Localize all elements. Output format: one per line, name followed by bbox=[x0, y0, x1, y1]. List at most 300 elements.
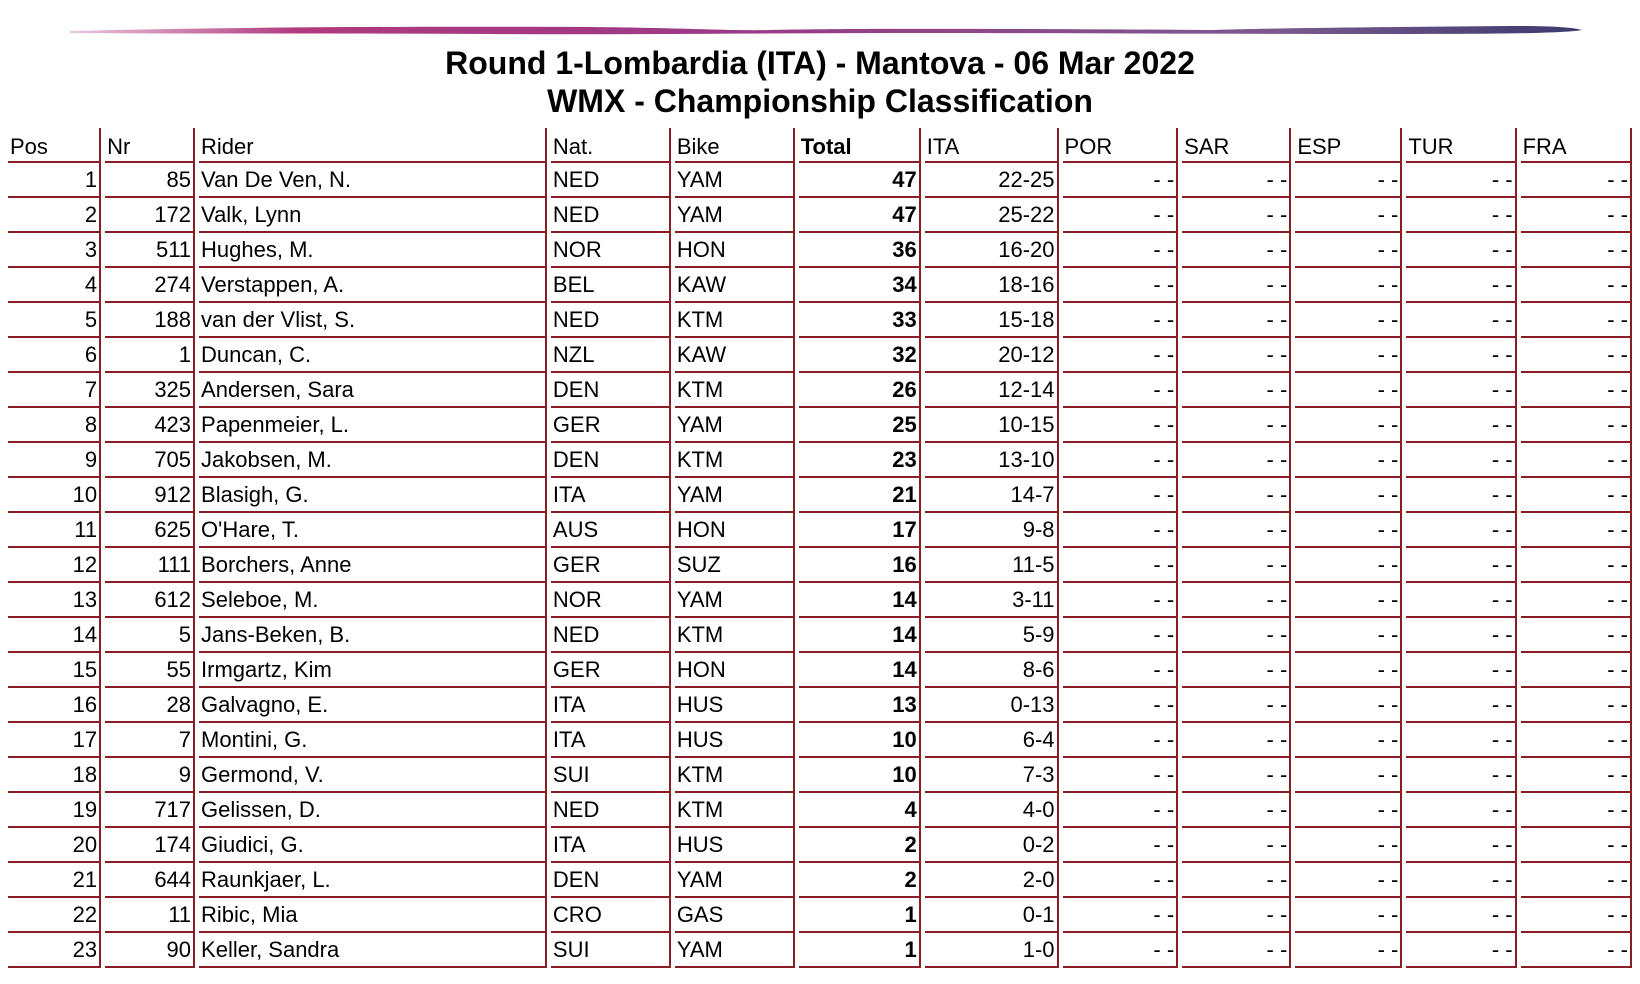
cell-rider: Valk, Lynn bbox=[199, 198, 547, 233]
cell-total: 14 bbox=[799, 618, 921, 653]
cell-nr: 644 bbox=[105, 863, 195, 898]
cell-por: - - bbox=[1063, 548, 1179, 583]
table-body bbox=[8, 163, 1632, 968]
cell-rider: Raunkjaer, L. bbox=[199, 863, 547, 898]
cell-por: - - bbox=[1063, 898, 1179, 933]
table-row bbox=[8, 863, 1632, 898]
table-row bbox=[8, 233, 1632, 268]
cell-por: - - bbox=[1063, 618, 1179, 653]
cell-total: 16 bbox=[799, 548, 921, 583]
cell-pos: 7 bbox=[8, 373, 101, 408]
cell-fra: - - bbox=[1521, 933, 1632, 968]
cell-rider: Seleboe, M. bbox=[199, 583, 547, 618]
col-header-nat: Nat. bbox=[551, 128, 671, 163]
cell-sar: - - bbox=[1182, 303, 1291, 338]
cell-tur: - - bbox=[1406, 303, 1516, 338]
cell-sar: - - bbox=[1182, 268, 1291, 303]
table-header-row bbox=[8, 128, 1632, 163]
cell-por: - - bbox=[1063, 443, 1179, 478]
cell-sar: - - bbox=[1182, 198, 1291, 233]
table-row bbox=[8, 408, 1632, 443]
cell-rider: Blasigh, G. bbox=[199, 478, 547, 513]
table-row bbox=[8, 303, 1632, 338]
cell-total: 14 bbox=[799, 583, 921, 618]
cell-nr: 325 bbox=[105, 373, 195, 408]
table-row bbox=[8, 933, 1632, 968]
table-row bbox=[8, 688, 1632, 723]
cell-rider: Galvagno, E. bbox=[199, 688, 547, 723]
cell-tur: - - bbox=[1406, 513, 1516, 548]
col-header-rider: Rider bbox=[199, 128, 547, 163]
col-header-esp: ESP bbox=[1295, 128, 1402, 163]
table-row bbox=[8, 443, 1632, 478]
cell-fra: - - bbox=[1521, 828, 1632, 863]
cell-rider: Giudici, G. bbox=[199, 828, 547, 863]
cell-tur: - - bbox=[1406, 163, 1516, 198]
cell-esp: - - bbox=[1295, 898, 1402, 933]
table-row bbox=[8, 548, 1632, 583]
cell-esp: - - bbox=[1295, 373, 1402, 408]
cell-sar: - - bbox=[1182, 723, 1291, 758]
cell-pos: 2 bbox=[8, 198, 101, 233]
cell-pos: 13 bbox=[8, 583, 101, 618]
cell-fra: - - bbox=[1521, 163, 1632, 198]
cell-nr: 511 bbox=[105, 233, 195, 268]
cell-nat: NED bbox=[551, 303, 671, 338]
cell-ita: 22-25 bbox=[925, 163, 1059, 198]
cell-total: 1 bbox=[799, 898, 921, 933]
cell-pos: 12 bbox=[8, 548, 101, 583]
cell-tur: - - bbox=[1406, 408, 1516, 443]
cell-total: 25 bbox=[799, 408, 921, 443]
col-header-sar: SAR bbox=[1182, 128, 1291, 163]
cell-tur: - - bbox=[1406, 618, 1516, 653]
cell-esp: - - bbox=[1295, 723, 1402, 758]
cell-bike: KTM bbox=[675, 618, 795, 653]
cell-por: - - bbox=[1063, 513, 1179, 548]
cell-rider: Andersen, Sara bbox=[199, 373, 547, 408]
cell-esp: - - bbox=[1295, 268, 1402, 303]
cell-nat: GER bbox=[551, 653, 671, 688]
cell-rider: Jakobsen, M. bbox=[199, 443, 547, 478]
cell-nr: 705 bbox=[105, 443, 195, 478]
cell-ita: 6-4 bbox=[925, 723, 1059, 758]
cell-nat: DEN bbox=[551, 443, 671, 478]
cell-fra: - - bbox=[1521, 373, 1632, 408]
col-header-pos: Pos bbox=[8, 128, 101, 163]
cell-rider: Montini, G. bbox=[199, 723, 547, 758]
table-row bbox=[8, 723, 1632, 758]
cell-ita: 4-0 bbox=[925, 793, 1059, 828]
cell-total: 33 bbox=[799, 303, 921, 338]
cell-tur: - - bbox=[1406, 758, 1516, 793]
cell-esp: - - bbox=[1295, 653, 1402, 688]
cell-total: 21 bbox=[799, 478, 921, 513]
cell-por: - - bbox=[1063, 478, 1179, 513]
cell-total: 17 bbox=[799, 513, 921, 548]
cell-nr: 1 bbox=[105, 338, 195, 373]
cell-tur: - - bbox=[1406, 443, 1516, 478]
cell-ita: 7-3 bbox=[925, 758, 1059, 793]
cell-ita: 15-18 bbox=[925, 303, 1059, 338]
cell-rider: Verstappen, A. bbox=[199, 268, 547, 303]
cell-nr: 188 bbox=[105, 303, 195, 338]
cell-tur: - - bbox=[1406, 933, 1516, 968]
cell-esp: - - bbox=[1295, 933, 1402, 968]
header-brush-stroke bbox=[70, 22, 1582, 38]
cell-pos: 14 bbox=[8, 618, 101, 653]
cell-rider: Van De Ven, N. bbox=[199, 163, 547, 198]
cell-bike: KTM bbox=[675, 793, 795, 828]
cell-total: 32 bbox=[799, 338, 921, 373]
classification-title: WMX - Championship Classification bbox=[547, 83, 1093, 119]
cell-esp: - - bbox=[1295, 758, 1402, 793]
cell-sar: - - bbox=[1182, 443, 1291, 478]
cell-nat: NOR bbox=[551, 583, 671, 618]
cell-rider: Duncan, C. bbox=[199, 338, 547, 373]
cell-sar: - - bbox=[1182, 793, 1291, 828]
cell-tur: - - bbox=[1406, 793, 1516, 828]
cell-tur: - - bbox=[1406, 898, 1516, 933]
table-row bbox=[8, 478, 1632, 513]
cell-pos: 22 bbox=[8, 898, 101, 933]
cell-ita: 14-7 bbox=[925, 478, 1059, 513]
cell-tur: - - bbox=[1406, 548, 1516, 583]
cell-por: - - bbox=[1063, 758, 1179, 793]
cell-pos: 8 bbox=[8, 408, 101, 443]
cell-bike: YAM bbox=[675, 933, 795, 968]
cell-rider: Keller, Sandra bbox=[199, 933, 547, 968]
cell-nr: 717 bbox=[105, 793, 195, 828]
table-row bbox=[8, 828, 1632, 863]
cell-tur: - - bbox=[1406, 653, 1516, 688]
col-header-ita: ITA bbox=[925, 128, 1059, 163]
cell-nr: 28 bbox=[105, 688, 195, 723]
cell-ita: 10-15 bbox=[925, 408, 1059, 443]
cell-nat: NOR bbox=[551, 233, 671, 268]
table-row bbox=[8, 268, 1632, 303]
cell-pos: 20 bbox=[8, 828, 101, 863]
cell-nr: 612 bbox=[105, 583, 195, 618]
cell-sar: - - bbox=[1182, 373, 1291, 408]
cell-sar: - - bbox=[1182, 898, 1291, 933]
cell-esp: - - bbox=[1295, 478, 1402, 513]
cell-fra: - - bbox=[1521, 758, 1632, 793]
cell-nat: BEL bbox=[551, 268, 671, 303]
cell-bike: YAM bbox=[675, 583, 795, 618]
cell-sar: - - bbox=[1182, 933, 1291, 968]
cell-pos: 6 bbox=[8, 338, 101, 373]
cell-sar: - - bbox=[1182, 688, 1291, 723]
col-header-bike: Bike bbox=[675, 128, 795, 163]
cell-ita: 0-13 bbox=[925, 688, 1059, 723]
cell-rider: van der Vlist, S. bbox=[199, 303, 547, 338]
cell-sar: - - bbox=[1182, 408, 1291, 443]
cell-nat: CRO bbox=[551, 898, 671, 933]
cell-fra: - - bbox=[1521, 513, 1632, 548]
table-row bbox=[8, 898, 1632, 933]
cell-nat: ITA bbox=[551, 828, 671, 863]
classification-table bbox=[4, 128, 1636, 968]
cell-fra: - - bbox=[1521, 443, 1632, 478]
cell-total: 10 bbox=[799, 758, 921, 793]
cell-fra: - - bbox=[1521, 303, 1632, 338]
cell-tur: - - bbox=[1406, 338, 1516, 373]
cell-rider: Germond, V. bbox=[199, 758, 547, 793]
cell-tur: - - bbox=[1406, 478, 1516, 513]
cell-nr: 9 bbox=[105, 758, 195, 793]
cell-ita: 13-10 bbox=[925, 443, 1059, 478]
cell-tur: - - bbox=[1406, 723, 1516, 758]
cell-nat: ITA bbox=[551, 478, 671, 513]
cell-fra: - - bbox=[1521, 548, 1632, 583]
table-row bbox=[8, 583, 1632, 618]
cell-total: 34 bbox=[799, 268, 921, 303]
cell-sar: - - bbox=[1182, 548, 1291, 583]
cell-por: - - bbox=[1063, 723, 1179, 758]
cell-bike: HON bbox=[675, 653, 795, 688]
cell-pos: 10 bbox=[8, 478, 101, 513]
cell-esp: - - bbox=[1295, 583, 1402, 618]
cell-bike: SUZ bbox=[675, 548, 795, 583]
cell-bike: HUS bbox=[675, 828, 795, 863]
cell-pos: 21 bbox=[8, 863, 101, 898]
cell-nr: 11 bbox=[105, 898, 195, 933]
cell-pos: 23 bbox=[8, 933, 101, 968]
cell-sar: - - bbox=[1182, 618, 1291, 653]
cell-nr: 90 bbox=[105, 933, 195, 968]
cell-por: - - bbox=[1063, 583, 1179, 618]
cell-nr: 5 bbox=[105, 618, 195, 653]
cell-bike: KTM bbox=[675, 758, 795, 793]
cell-pos: 11 bbox=[8, 513, 101, 548]
cell-nr: 55 bbox=[105, 653, 195, 688]
cell-por: - - bbox=[1063, 303, 1179, 338]
cell-tur: - - bbox=[1406, 828, 1516, 863]
cell-fra: - - bbox=[1521, 723, 1632, 758]
page-title bbox=[0, 44, 1640, 120]
cell-nat: ITA bbox=[551, 723, 671, 758]
cell-ita: 5-9 bbox=[925, 618, 1059, 653]
cell-nr: 7 bbox=[105, 723, 195, 758]
cell-por: - - bbox=[1063, 338, 1179, 373]
cell-esp: - - bbox=[1295, 233, 1402, 268]
cell-bike: YAM bbox=[675, 163, 795, 198]
cell-esp: - - bbox=[1295, 303, 1402, 338]
cell-rider: Hughes, M. bbox=[199, 233, 547, 268]
cell-pos: 9 bbox=[8, 443, 101, 478]
cell-nat: NZL bbox=[551, 338, 671, 373]
cell-ita: 0-1 bbox=[925, 898, 1059, 933]
cell-esp: - - bbox=[1295, 863, 1402, 898]
cell-sar: - - bbox=[1182, 758, 1291, 793]
cell-nr: 172 bbox=[105, 198, 195, 233]
cell-total: 26 bbox=[799, 373, 921, 408]
cell-por: - - bbox=[1063, 828, 1179, 863]
cell-total: 36 bbox=[799, 233, 921, 268]
cell-nat: DEN bbox=[551, 863, 671, 898]
cell-pos: 5 bbox=[8, 303, 101, 338]
cell-nat: NED bbox=[551, 163, 671, 198]
cell-tur: - - bbox=[1406, 583, 1516, 618]
cell-ita: 16-20 bbox=[925, 233, 1059, 268]
cell-pos: 18 bbox=[8, 758, 101, 793]
cell-total: 47 bbox=[799, 163, 921, 198]
cell-sar: - - bbox=[1182, 338, 1291, 373]
cell-bike: KTM bbox=[675, 303, 795, 338]
cell-sar: - - bbox=[1182, 863, 1291, 898]
cell-nr: 85 bbox=[105, 163, 195, 198]
cell-ita: 18-16 bbox=[925, 268, 1059, 303]
cell-fra: - - bbox=[1521, 268, 1632, 303]
cell-esp: - - bbox=[1295, 618, 1402, 653]
cell-fra: - - bbox=[1521, 688, 1632, 723]
table-row bbox=[8, 618, 1632, 653]
cell-esp: - - bbox=[1295, 198, 1402, 233]
cell-rider: O'Hare, T. bbox=[199, 513, 547, 548]
cell-esp: - - bbox=[1295, 688, 1402, 723]
cell-nat: SUI bbox=[551, 758, 671, 793]
cell-rider: Jans-Beken, B. bbox=[199, 618, 547, 653]
cell-total: 2 bbox=[799, 828, 921, 863]
cell-bike: HUS bbox=[675, 688, 795, 723]
cell-esp: - - bbox=[1295, 338, 1402, 373]
cell-total: 2 bbox=[799, 863, 921, 898]
cell-pos: 3 bbox=[8, 233, 101, 268]
cell-fra: - - bbox=[1521, 198, 1632, 233]
cell-nat: NED bbox=[551, 198, 671, 233]
cell-tur: - - bbox=[1406, 268, 1516, 303]
col-header-tur: TUR bbox=[1406, 128, 1516, 163]
cell-bike: KAW bbox=[675, 268, 795, 303]
cell-rider: Ribic, Mia bbox=[199, 898, 547, 933]
cell-nr: 111 bbox=[105, 548, 195, 583]
cell-nat: GER bbox=[551, 408, 671, 443]
cell-tur: - - bbox=[1406, 863, 1516, 898]
cell-tur: - - bbox=[1406, 198, 1516, 233]
cell-esp: - - bbox=[1295, 793, 1402, 828]
cell-tur: - - bbox=[1406, 373, 1516, 408]
cell-por: - - bbox=[1063, 233, 1179, 268]
cell-bike: YAM bbox=[675, 478, 795, 513]
cell-fra: - - bbox=[1521, 653, 1632, 688]
cell-rider: Borchers, Anne bbox=[199, 548, 547, 583]
cell-pos: 4 bbox=[8, 268, 101, 303]
cell-esp: - - bbox=[1295, 828, 1402, 863]
cell-por: - - bbox=[1063, 408, 1179, 443]
cell-sar: - - bbox=[1182, 583, 1291, 618]
cell-total: 10 bbox=[799, 723, 921, 758]
cell-fra: - - bbox=[1521, 863, 1632, 898]
cell-ita: 3-11 bbox=[925, 583, 1059, 618]
cell-fra: - - bbox=[1521, 408, 1632, 443]
cell-nat: GER bbox=[551, 548, 671, 583]
cell-rider: Irmgartz, Kim bbox=[199, 653, 547, 688]
round-title: Round 1-Lombardia (ITA) - Mantova - 06 Mar 2022 bbox=[445, 45, 1195, 81]
cell-tur: - - bbox=[1406, 688, 1516, 723]
cell-nr: 912 bbox=[105, 478, 195, 513]
cell-ita: 11-5 bbox=[925, 548, 1059, 583]
cell-bike: KTM bbox=[675, 373, 795, 408]
cell-fra: - - bbox=[1521, 898, 1632, 933]
cell-sar: - - bbox=[1182, 828, 1291, 863]
cell-nat: NED bbox=[551, 618, 671, 653]
cell-nr: 274 bbox=[105, 268, 195, 303]
cell-bike: HON bbox=[675, 233, 795, 268]
cell-ita: 2-0 bbox=[925, 863, 1059, 898]
cell-por: - - bbox=[1063, 653, 1179, 688]
cell-bike: KAW bbox=[675, 338, 795, 373]
cell-fra: - - bbox=[1521, 618, 1632, 653]
cell-ita: 1-0 bbox=[925, 933, 1059, 968]
cell-pos: 1 bbox=[8, 163, 101, 198]
cell-nat: DEN bbox=[551, 373, 671, 408]
cell-ita: 0-2 bbox=[925, 828, 1059, 863]
cell-nat: ITA bbox=[551, 688, 671, 723]
cell-sar: - - bbox=[1182, 163, 1291, 198]
cell-sar: - - bbox=[1182, 478, 1291, 513]
cell-nat: SUI bbox=[551, 933, 671, 968]
cell-sar: - - bbox=[1182, 513, 1291, 548]
cell-pos: 15 bbox=[8, 653, 101, 688]
cell-por: - - bbox=[1063, 933, 1179, 968]
cell-bike: YAM bbox=[675, 198, 795, 233]
table-row bbox=[8, 653, 1632, 688]
cell-ita: 12-14 bbox=[925, 373, 1059, 408]
cell-fra: - - bbox=[1521, 233, 1632, 268]
cell-fra: - - bbox=[1521, 478, 1632, 513]
cell-sar: - - bbox=[1182, 233, 1291, 268]
cell-pos: 19 bbox=[8, 793, 101, 828]
cell-total: 1 bbox=[799, 933, 921, 968]
table-row bbox=[8, 513, 1632, 548]
cell-pos: 16 bbox=[8, 688, 101, 723]
cell-sar: - - bbox=[1182, 653, 1291, 688]
table-row bbox=[8, 338, 1632, 373]
cell-por: - - bbox=[1063, 373, 1179, 408]
cell-total: 14 bbox=[799, 653, 921, 688]
cell-ita: 9-8 bbox=[925, 513, 1059, 548]
cell-total: 13 bbox=[799, 688, 921, 723]
cell-por: - - bbox=[1063, 688, 1179, 723]
cell-ita: 8-6 bbox=[925, 653, 1059, 688]
cell-tur: - - bbox=[1406, 233, 1516, 268]
cell-por: - - bbox=[1063, 863, 1179, 898]
cell-por: - - bbox=[1063, 268, 1179, 303]
cell-nr: 174 bbox=[105, 828, 195, 863]
cell-bike: YAM bbox=[675, 863, 795, 898]
cell-fra: - - bbox=[1521, 338, 1632, 373]
table-row bbox=[8, 373, 1632, 408]
cell-nat: NED bbox=[551, 793, 671, 828]
col-header-fra: FRA bbox=[1521, 128, 1632, 163]
cell-nr: 423 bbox=[105, 408, 195, 443]
cell-bike: HUS bbox=[675, 723, 795, 758]
cell-ita: 25-22 bbox=[925, 198, 1059, 233]
cell-esp: - - bbox=[1295, 513, 1402, 548]
cell-total: 23 bbox=[799, 443, 921, 478]
col-header-total: Total bbox=[799, 128, 921, 163]
cell-bike: GAS bbox=[675, 898, 795, 933]
table-row bbox=[8, 758, 1632, 793]
cell-fra: - - bbox=[1521, 793, 1632, 828]
cell-total: 4 bbox=[799, 793, 921, 828]
cell-por: - - bbox=[1063, 163, 1179, 198]
cell-total: 47 bbox=[799, 198, 921, 233]
table-row bbox=[8, 793, 1632, 828]
cell-bike: KTM bbox=[675, 443, 795, 478]
cell-nat: AUS bbox=[551, 513, 671, 548]
